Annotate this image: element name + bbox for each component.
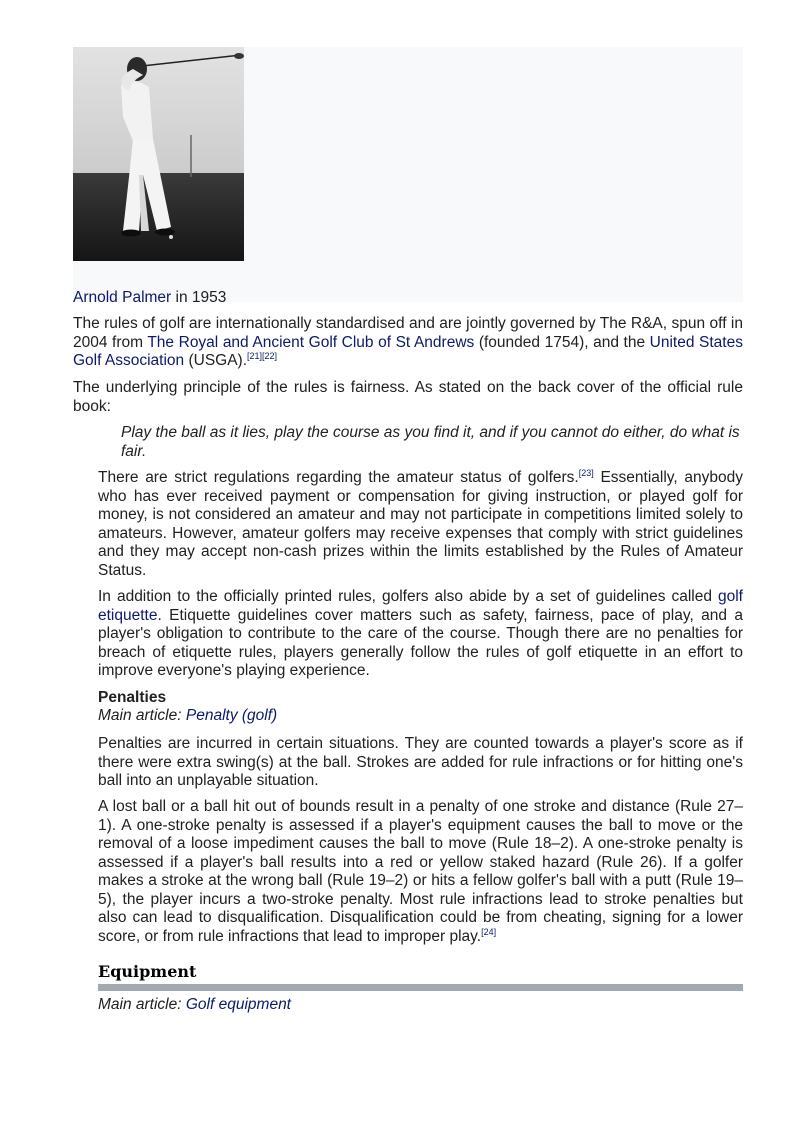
hatnote-prefix: Main article:: [98, 707, 186, 724]
section-divider: [98, 984, 743, 991]
amateur-paragraph: [98, 469, 743, 580]
citation-23[interactable]: [23]: [578, 467, 594, 478]
penalties-paragraph-2: [98, 798, 743, 946]
arnold-palmer-link[interactable]: Arnold Palmer: [73, 289, 172, 306]
hatnote-prefix: Main article:: [98, 996, 186, 1013]
amateur-text: Essentially, anybody who has ever received payment or compensation for giving instruction, or played golf for money, is not considered an amateur and may not participate in competitions limited solely to amateurs. However, amateur golfers may receive expenses that comply with strict guidelines and they may accept non-cash prizes within the limits established by the Rules of Amateur Status.: [98, 469, 743, 579]
citation-24[interactable]: [24]: [481, 926, 497, 937]
figure-box: [73, 47, 743, 302]
penalties-text: A lost ball or a ball hit out of bounds result in a penalty of one stroke and distance (Rule 27–1). A one-stroke penalty is assessed if a player's equipment causes the ball to move or the removal of a loose impediment causes the ball to move (Rule 18–2). A one-stroke penalty is assessed if a player's ball results into a red or yellow staked hazard (Rule 26). If a golfer makes a stroke at the wrong ball (Rule 19–2) or hits a fellow golfer's ball with a putt (Rule 19–5), the player incurs a two-stroke penalty. Most rule infractions lead to stroke penalties but also can lead to disqualification. Disqualification could be from cheating, signing for a lower score, or from rule infractions that lead to improper play.: [98, 798, 743, 945]
caption-text: in 1953: [171, 289, 227, 306]
rules-paragraph-2: The underlying principle of the rules is fairness. As stated on the back cover of the official rule book:: [73, 379, 743, 415]
rules-text: (USGA).: [184, 352, 248, 369]
penalties-hatnote: [98, 707, 277, 726]
rules-paragraph-1: [73, 315, 743, 371]
penalties-paragraph-1: Penalties are incurred in certain situations. They are counted towards a player's score as if there were extra swing(s) at the ball. Strokes are added for rule infractions or for hitting one's ball into an unplayable situation.: [98, 735, 743, 789]
equipment-hatnote: [98, 996, 291, 1015]
figure-caption: [73, 289, 743, 308]
amateur-text: There are strict regulations regarding the amateur status of golfers.: [98, 469, 579, 486]
etiquette-text: . Etiquette guidelines cover matters such as safety, fairness, pace of play, and a player's obligation to contribute to the care of the course. Though there are no penalties for breach of etiquette rules, players generally follow the rules of golf etiquette in an effort to improve everyone's playing experience.: [98, 606, 743, 679]
golf-equipment-link[interactable]: Golf equipment: [185, 996, 291, 1013]
usga-link[interactable]: United States Golf Association: [73, 333, 743, 369]
rules-text: The rules of golf are internationally standardised and are jointly governed by The R&A, spun off in 2004 from: [73, 315, 743, 351]
royal-ancient-link[interactable]: The Royal and Ancient Golf Club of St Andrews: [147, 333, 475, 351]
equipment-heading: Equipment: [98, 962, 197, 981]
rule-quote: Play the ball as it lies, play the course as you find it, and if you cannot do either, do what is fair.: [121, 424, 740, 460]
arnold-palmer-photo[interactable]: [73, 47, 244, 261]
etiquette-paragraph: [98, 588, 743, 681]
golf-etiquette-link[interactable]: golf etiquette: [98, 588, 743, 624]
penalty-golf-link[interactable]: Penalty (golf): [185, 707, 278, 724]
rules-text: (founded 1754), and the: [474, 333, 650, 351]
citation-21-22[interactable]: [21][22]: [247, 350, 278, 361]
penalties-heading: Penalties: [98, 689, 167, 706]
etiquette-text: In addition to the officially printed rules, golfers also abide by a set of guidelines called: [98, 588, 718, 605]
